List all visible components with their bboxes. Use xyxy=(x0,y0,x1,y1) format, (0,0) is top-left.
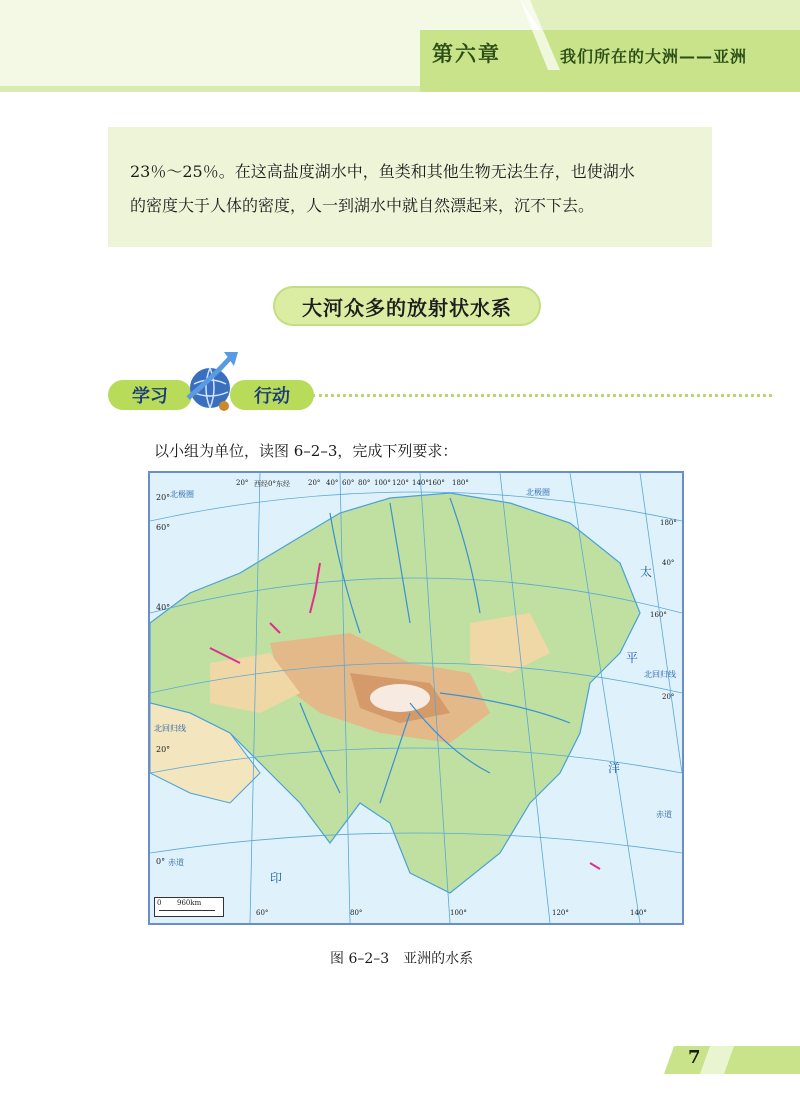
activity-banner xyxy=(100,346,800,416)
map-lon-label: 60° xyxy=(342,479,355,487)
map-arctic-right-label: 北极圈 xyxy=(526,488,550,497)
chapter-label: 第六章 xyxy=(432,42,501,66)
section-title xyxy=(273,286,541,326)
map-lon-label-right: 180° xyxy=(660,519,677,527)
activity-label-left: 学习 xyxy=(108,380,192,410)
map-lat-label-right: 20° xyxy=(662,693,675,701)
text-line-2: 的密度大于人体的密度，人一到湖水中就自然漂起来，沉不下去。 xyxy=(130,196,595,215)
map-tropic-label: 北回归线 xyxy=(154,724,186,733)
map-lon-label-bottom: 140° xyxy=(630,909,647,917)
map-lat-label: 20° xyxy=(156,745,171,754)
map-lon-label: 160° xyxy=(428,479,445,487)
map-lon-label: 20° xyxy=(236,479,249,487)
map-lon-label: 40° xyxy=(326,479,339,487)
ocean-label: 印 xyxy=(270,871,283,885)
map-lat-label: 0° xyxy=(156,857,166,866)
map-lon-label-bottom: 120° xyxy=(552,909,569,917)
text-box xyxy=(108,127,712,247)
page-header xyxy=(0,0,800,92)
page-number: 7 xyxy=(688,1047,701,1068)
instruction-text: 以小组为单位，读图 6–2–3，完成下列要求： xyxy=(154,442,458,460)
map-lon-label: 20° xyxy=(308,479,321,487)
map-lat-label-right: 40° xyxy=(662,559,675,567)
scale-bar xyxy=(154,897,224,917)
map-tropic-right-label: 北回归线 xyxy=(644,670,676,679)
ocean-label: 平 xyxy=(626,651,639,665)
map-lon-label: 80° xyxy=(358,479,371,487)
section-title-text: 大河众多的放射状水系 xyxy=(302,295,512,320)
map-lon-label: 100° xyxy=(374,479,391,487)
map-graphic xyxy=(150,473,682,923)
map-lat-label: 60° xyxy=(156,523,171,532)
map-arctic-label: 北极圈 xyxy=(170,490,194,499)
activity-label-right: 行动 xyxy=(230,380,314,410)
asia-water-system-map xyxy=(148,471,684,925)
ocean-label: 洋 xyxy=(608,761,621,775)
map-equator-label: 赤道 xyxy=(168,858,184,867)
dotted-divider xyxy=(312,394,772,397)
map-lon-label: 140° xyxy=(412,479,429,487)
text-line-1: 23％～25％。在这高盐度湖水中，鱼类和其他生物无法生存，也使湖水 xyxy=(130,162,635,181)
scale-label: 960km xyxy=(177,899,202,907)
map-equator-right-label: 赤道 xyxy=(656,810,672,819)
map-lon-label: 180° xyxy=(452,479,469,487)
globe-arrow-icon xyxy=(184,348,240,414)
map-lon-label: 120° xyxy=(392,479,409,487)
scale-zero: 0 xyxy=(157,899,162,907)
chapter-title: 我们所在的大洲——亚洲 xyxy=(560,47,748,66)
page-number-tab xyxy=(654,1040,800,1080)
map-lon-label-bottom: 60° xyxy=(256,909,269,917)
map-lat-label: 20° xyxy=(156,493,171,502)
map-lat-label: 40° xyxy=(156,603,171,612)
map-lon-label-bottom: 80° xyxy=(350,909,363,917)
map-lon-label-right: 160° xyxy=(650,611,667,619)
figure-caption: 图 6–2–3 亚洲的水系 xyxy=(330,951,474,967)
map-lon-label-bottom: 100° xyxy=(450,909,467,917)
ocean-label: 太 xyxy=(640,565,653,579)
map-lon-label: 西经0°东经 xyxy=(254,480,290,488)
